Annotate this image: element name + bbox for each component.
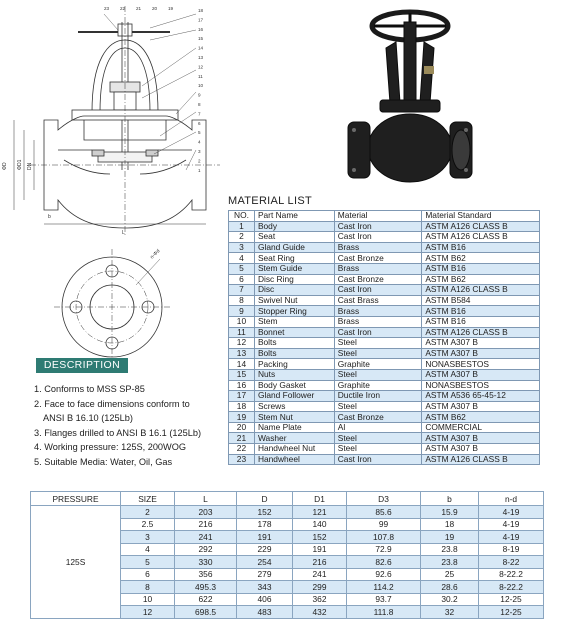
description-item: 3. Flanges drilled to ANSI B 16.1 (125Lb) [34, 427, 202, 438]
description-item: 1. Conforms to MSS SP-85 [34, 384, 145, 394]
dim-cell-b: 23.8 [421, 543, 479, 556]
material-cell-standard: ASTM B16 [422, 263, 540, 274]
material-cell-material: Steel [334, 433, 422, 444]
dim-cell-b: 32 [421, 606, 479, 619]
dim-cell-d3: 85.6 [347, 506, 421, 519]
material-row [229, 232, 540, 243]
material-row [229, 253, 540, 264]
dim-cell-d3: 114.2 [347, 581, 421, 594]
material-cell-part: Seat [254, 232, 334, 243]
material-row [229, 242, 540, 253]
material-cell-part: Body Gasket [254, 380, 334, 391]
drawing-callout: 19 [168, 6, 174, 11]
dim-cell-d3: 111.8 [347, 606, 421, 619]
dim-cell-d: 229 [237, 543, 293, 556]
material-cell-part: Gland Guide [254, 242, 334, 253]
material-cell-standard: ASTM A126 CLASS B [422, 285, 540, 296]
material-cell-standard: ASTM A536 65-45-12 [422, 391, 540, 402]
dim-cell-nd: 12-25 [479, 606, 544, 619]
material-cell-material: Cast Iron [334, 454, 422, 465]
description-item: 4. Working pressure: 125S, 200WOG [34, 442, 187, 452]
dim-cell-d: 178 [237, 518, 293, 531]
drawing-callout: 1 [198, 167, 201, 173]
dim-label-d1: ΦD1 [17, 159, 23, 170]
material-cell-standard: ASTM A307 B [422, 369, 540, 380]
dim-cell-size: 4 [121, 543, 175, 556]
dim-cell-size: 2.5 [121, 518, 175, 531]
dim-header-d3: D3 [347, 492, 421, 506]
valve-product-photo [340, 8, 480, 193]
drawing-callout: 9 [198, 92, 201, 98]
dim-header-pressure: PRESSURE [31, 492, 121, 506]
dim-cell-nd: 4-19 [479, 506, 544, 519]
material-cell-material: Cast Iron [334, 285, 422, 296]
material-cell-standard: ASTM A307 B [422, 444, 540, 455]
material-cell-part: Packing [254, 359, 334, 370]
dim-cell-size: 8 [121, 581, 175, 594]
material-row [229, 274, 540, 285]
material-cell-material: Graphite [334, 380, 422, 391]
drawing-callout: 18 [198, 8, 204, 13]
dim-cell-d1: 140 [293, 518, 347, 531]
drawing-callout: 12 [198, 64, 204, 70]
drawing-callout: 6 [198, 120, 201, 126]
material-cell-part: Nuts [254, 369, 334, 380]
dim-header-b: b [421, 492, 479, 506]
dim-cell-l: 241 [175, 531, 237, 544]
dim-cell-d: 254 [237, 556, 293, 569]
dim-cell-d: 279 [237, 568, 293, 581]
dim-cell-d: 191 [237, 531, 293, 544]
description-list [34, 382, 224, 469]
material-cell-standard: ASTM B16 [422, 316, 540, 327]
material-cell-standard: ASTM A307 B [422, 338, 540, 349]
material-row [229, 444, 540, 455]
material-row [229, 401, 540, 412]
material-cell-standard: ASTM B16 [422, 242, 540, 253]
dim-cell-d3: 82.6 [347, 556, 421, 569]
material-row [229, 422, 540, 433]
material-list-table [228, 210, 540, 465]
dimension-table [30, 491, 544, 619]
material-cell-standard: NONASBESTOS [422, 380, 540, 391]
material-cell-part: Disc [254, 285, 334, 296]
material-cell-standard: COMMERCIAL [422, 422, 540, 433]
material-cell-standard: ASTM B584 [422, 295, 540, 306]
drawing-callout: 10 [198, 83, 204, 89]
material-cell-no: 12 [229, 338, 255, 349]
material-row [229, 433, 540, 444]
material-cell-material: Brass [334, 316, 422, 327]
dim-cell-d1: 432 [293, 606, 347, 619]
material-cell-part: Bonnet [254, 327, 334, 338]
material-cell-material: Cast Iron [334, 327, 422, 338]
material-cell-part: Body [254, 221, 334, 232]
drawing-callout: 20 [152, 6, 158, 11]
material-cell-no: 11 [229, 327, 255, 338]
dim-cell-d1: 299 [293, 581, 347, 594]
description-item: 5. Suitable Media: Water, Oil, Gas [34, 456, 173, 467]
material-cell-part: Stopper Ring [254, 306, 334, 317]
dim-label-d: ΦD [2, 162, 8, 170]
dimension-row [31, 506, 544, 519]
drawing-callout: 13 [198, 55, 204, 60]
dim-cell-d1: 241 [293, 568, 347, 581]
dim-cell-d: 152 [237, 506, 293, 519]
material-cell-part: Name Plate [254, 422, 334, 433]
material-cell-material: Steel [334, 401, 422, 412]
valve-section-drawing [0, 0, 230, 240]
material-cell-standard: ASTM A126 CLASS B [422, 454, 540, 465]
material-row [229, 359, 540, 370]
material-row [229, 316, 540, 327]
dim-header-d: D [237, 492, 293, 506]
material-cell-part: Handwheel [254, 454, 334, 465]
material-cell-standard: ASTM A307 B [422, 433, 540, 444]
dim-cell-size: 5 [121, 556, 175, 569]
dim-cell-pressure: 125S [31, 506, 121, 619]
drawing-callout: 7 [198, 111, 201, 117]
dim-cell-b: 18 [421, 518, 479, 531]
material-cell-material: Cast Iron [334, 221, 422, 232]
material-cell-part: Stem [254, 316, 334, 327]
dim-cell-d1: 191 [293, 543, 347, 556]
material-cell-material: Steel [334, 444, 422, 455]
drawing-callout: 8 [198, 102, 201, 107]
drawing-callout: 21 [136, 6, 142, 11]
material-cell-part: Gland Follower [254, 391, 334, 402]
material-header-no: NO. [229, 211, 255, 222]
dim-cell-size: 3 [121, 531, 175, 544]
dim-cell-d3: 107.8 [347, 531, 421, 544]
dim-cell-l: 292 [175, 543, 237, 556]
material-row [229, 285, 540, 296]
material-header-material: Material [334, 211, 422, 222]
material-cell-no: 17 [229, 391, 255, 402]
drawing-callout: 22 [120, 6, 126, 11]
material-cell-part: Swivel Nut [254, 295, 334, 306]
dim-cell-l: 622 [175, 593, 237, 606]
material-cell-no: 15 [229, 369, 255, 380]
material-header-part: Part Name [254, 211, 334, 222]
material-row [229, 263, 540, 274]
dim-cell-d3: 92.6 [347, 568, 421, 581]
drawing-callout: 5 [198, 130, 201, 136]
dim-cell-size: 12 [121, 606, 175, 619]
material-cell-part: Stem Nut [254, 412, 334, 423]
material-cell-material: Cast Bronze [334, 274, 422, 285]
drawing-callout: 16 [198, 26, 204, 32]
material-header-standard: Material Standard [422, 211, 540, 222]
dim-header-l: L [175, 492, 237, 506]
dim-cell-d: 406 [237, 593, 293, 606]
material-cell-no: 1 [229, 221, 255, 232]
dim-cell-b: 30.2 [421, 593, 479, 606]
description-heading: DESCRIPTION [36, 358, 128, 373]
material-cell-material: Graphite [334, 359, 422, 370]
material-cell-material: Cast Bronze [334, 412, 422, 423]
material-cell-no: 20 [229, 422, 255, 433]
dim-cell-d1: 152 [293, 531, 347, 544]
material-cell-material: Brass [334, 263, 422, 274]
drawing-callout: 2 [198, 158, 201, 164]
material-cell-standard: ASTM B62 [422, 274, 540, 285]
material-cell-material: Cast Bronze [334, 253, 422, 264]
material-cell-no: 14 [229, 359, 255, 370]
dim-label-l: L [122, 230, 125, 236]
material-cell-standard: ASTM B62 [422, 412, 540, 423]
material-cell-no: 19 [229, 412, 255, 423]
dim-cell-d1: 362 [293, 593, 347, 606]
material-cell-no: 6 [229, 274, 255, 285]
dim-cell-size: 2 [121, 506, 175, 519]
dim-header-nd: n-d [479, 492, 544, 506]
dim-cell-l: 495.3 [175, 581, 237, 594]
material-cell-no: 5 [229, 263, 255, 274]
material-cell-no: 21 [229, 433, 255, 444]
dim-cell-nd: 4-19 [479, 518, 544, 531]
material-cell-part: Handwheel Nut [254, 444, 334, 455]
material-cell-no: 7 [229, 285, 255, 296]
description-item: ANSI B 16.10 (125Lb) [43, 413, 133, 423]
material-cell-no: 2 [229, 232, 255, 243]
material-cell-material: Al [334, 422, 422, 433]
drawing-callout: 17 [198, 17, 204, 23]
dimension-header-row [31, 492, 544, 506]
material-cell-part: Disc Ring [254, 274, 334, 285]
dim-cell-d1: 121 [293, 506, 347, 519]
material-cell-material: Ductile Iron [334, 391, 422, 402]
material-row [229, 391, 540, 402]
material-cell-standard: ASTM A307 B [422, 401, 540, 412]
material-cell-material: Cast Brass [334, 295, 422, 306]
drawing-callout: 23 [104, 6, 110, 11]
dim-cell-l: 356 [175, 568, 237, 581]
material-header-row [229, 211, 540, 222]
drawing-callout: 11 [198, 73, 203, 79]
material-cell-material: Brass [334, 242, 422, 253]
dim-cell-size: 10 [121, 593, 175, 606]
dim-cell-l: 203 [175, 506, 237, 519]
dim-cell-l: 216 [175, 518, 237, 531]
material-cell-part: Bolts [254, 348, 334, 359]
material-cell-no: 10 [229, 316, 255, 327]
material-cell-part: Bolts [254, 338, 334, 349]
drawing-callout: 14 [198, 45, 204, 51]
material-cell-material: Steel [334, 338, 422, 349]
material-row [229, 306, 540, 317]
material-cell-no: 16 [229, 380, 255, 391]
material-list-title: MATERIAL LIST [228, 195, 312, 207]
dim-cell-d3: 93.7 [347, 593, 421, 606]
dim-cell-nd: 4-19 [479, 531, 544, 544]
dim-label-b: b [48, 214, 51, 220]
dim-cell-b: 15.9 [421, 506, 479, 519]
material-cell-standard: ASTM B62 [422, 253, 540, 264]
material-row [229, 221, 540, 232]
material-row [229, 338, 540, 349]
material-cell-no: 8 [229, 295, 255, 306]
drawing-callout: 4 [198, 139, 201, 145]
material-row [229, 295, 540, 306]
material-cell-no: 23 [229, 454, 255, 465]
material-cell-part: Seat Ring [254, 253, 334, 264]
material-cell-part: Screws [254, 401, 334, 412]
material-cell-no: 9 [229, 306, 255, 317]
dim-header-size: SIZE [121, 492, 175, 506]
dim-cell-b: 25 [421, 568, 479, 581]
drawing-callout: 15 [198, 36, 204, 42]
material-row [229, 348, 540, 359]
material-cell-part: Washer [254, 433, 334, 444]
dim-label-nd: n-Φd [149, 248, 162, 261]
dim-cell-nd: 8-22 [479, 556, 544, 569]
dim-cell-d: 483 [237, 606, 293, 619]
dim-label-dn: DN [27, 162, 33, 170]
material-cell-material: Cast Iron [334, 232, 422, 243]
dim-cell-d3: 72.9 [347, 543, 421, 556]
material-cell-part: Stem Guide [254, 263, 334, 274]
material-row [229, 380, 540, 391]
material-row [229, 412, 540, 423]
material-cell-standard: ASTM A126 CLASS B [422, 232, 540, 243]
material-cell-material: Steel [334, 369, 422, 380]
material-row [229, 369, 540, 380]
dim-cell-nd: 12-25 [479, 593, 544, 606]
dim-cell-l: 698.5 [175, 606, 237, 619]
material-cell-no: 22 [229, 444, 255, 455]
material-cell-standard: ASTM A126 CLASS B [422, 327, 540, 338]
dim-header-d1: D1 [293, 492, 347, 506]
material-cell-standard: ASTM A307 B [422, 348, 540, 359]
material-row [229, 454, 540, 465]
material-cell-no: 3 [229, 242, 255, 253]
dim-cell-nd: 8-22.2 [479, 568, 544, 581]
drawing-callout: 3 [198, 149, 201, 154]
description-item: 2. Face to face dimensions conform to [34, 398, 190, 409]
material-cell-standard: NONASBESTOS [422, 359, 540, 370]
material-cell-standard: ASTM B16 [422, 306, 540, 317]
material-cell-no: 4 [229, 253, 255, 264]
dim-cell-b: 23.8 [421, 556, 479, 569]
flange-front-view [40, 245, 190, 365]
dim-cell-d1: 216 [293, 556, 347, 569]
dim-cell-nd: 8-22.2 [479, 581, 544, 594]
material-cell-no: 18 [229, 401, 255, 412]
dim-cell-d3: 99 [347, 518, 421, 531]
dim-cell-l: 330 [175, 556, 237, 569]
dim-cell-size: 6 [121, 568, 175, 581]
dim-cell-nd: 8-19 [479, 543, 544, 556]
dim-cell-b: 28.6 [421, 581, 479, 594]
material-cell-no: 13 [229, 348, 255, 359]
dim-cell-b: 19 [421, 531, 479, 544]
dim-cell-d: 343 [237, 581, 293, 594]
material-cell-standard: ASTM A126 CLASS B [422, 221, 540, 232]
material-cell-material: Steel [334, 348, 422, 359]
material-row [229, 327, 540, 338]
material-cell-material: Brass [334, 306, 422, 317]
